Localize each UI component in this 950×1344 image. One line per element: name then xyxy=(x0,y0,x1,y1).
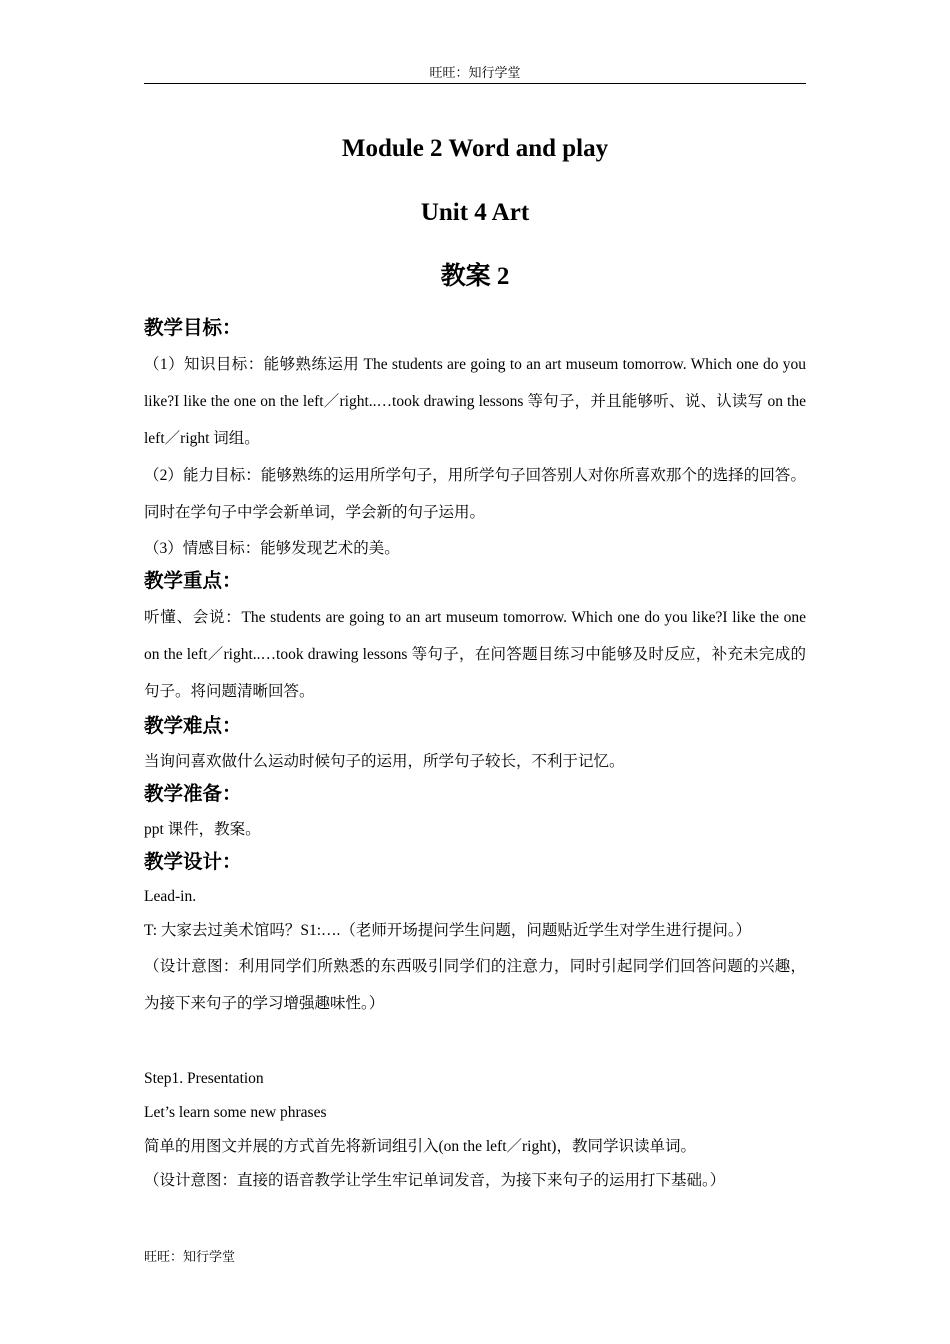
preparation-text: ppt 课件，教案。 xyxy=(144,821,261,838)
design-intent-1: （设计意图：利用同学们所熟悉的东西吸引同学们的注意力，同时引起同学们回答问题的兴趣，为接下来句子的学习增强趣味性。） xyxy=(144,958,806,1012)
design-heading: 教学设计： xyxy=(144,850,242,873)
teacher-question: T: 大家去过美术馆吗？S1:….（老师开场提问学生问题，问题贴近学生对学生进行提问。） xyxy=(144,922,752,939)
module-title: Module 2 Word and play xyxy=(341,135,609,162)
page-header: 旺旺：知行学堂 xyxy=(429,65,521,80)
goals-heading: 教学目标： xyxy=(144,316,242,339)
difficulties-text: 当询问喜欢做什么运动时候句子的运用，所学句子较长，不利于记忆。 xyxy=(144,753,625,770)
presentation-method: 简单的用图文并展的方式首先将新词组引入(on the left／right)，教同学识读单词。 xyxy=(144,1138,696,1155)
ability-goal: （2）能力目标：能够熟练的运用所学句子，用所学句子回答别人对你所喜欢那个的选择的回答。同时在学句子中学会新单词，学会新的句子运用。 xyxy=(144,467,806,521)
design-intent-2: （设计意图：直接的语音教学让学生牢记单词发音，为接下来句子的运用打下基础。） xyxy=(144,1172,726,1189)
unit-title: Unit 4 Art xyxy=(420,199,530,226)
knowledge-goal: （1）知识目标：能够熟练运用 The students are going to an art museum tomorrow. Which one do you like?I like the one on the left／right..…took drawing lessons 等句子，并且能够听、说、认读写 on the left／right 词组。 xyxy=(144,356,806,447)
key-points-heading: 教学重点： xyxy=(144,569,242,592)
learn-phrases: Let’s learn some new phrases xyxy=(144,1104,327,1121)
step1-title: Step1. Presentation xyxy=(144,1070,264,1087)
lead-in: Lead-in. xyxy=(144,888,197,905)
paragraph-spacer xyxy=(144,1022,806,1062)
lesson-title: 教案 2 xyxy=(440,263,510,290)
header-divider xyxy=(144,83,806,84)
preparation-heading: 教学准备： xyxy=(144,782,242,805)
key-points-text: 听懂、会说：The students are going to an art museum tomorrow. Which one do you like?I like the one on the left／right..…took drawing lessons 等句子，在问答题目练习中能够及时反应，补充未完成的句子。将问题清晰回答。 xyxy=(144,609,806,700)
document-body xyxy=(144,312,806,1198)
difficulties-heading: 教学难点： xyxy=(144,714,242,737)
emotion-goal: （3）情感目标：能够发现艺术的美。 xyxy=(144,540,400,557)
page-footer: 旺旺：知行学堂 xyxy=(144,1249,236,1264)
